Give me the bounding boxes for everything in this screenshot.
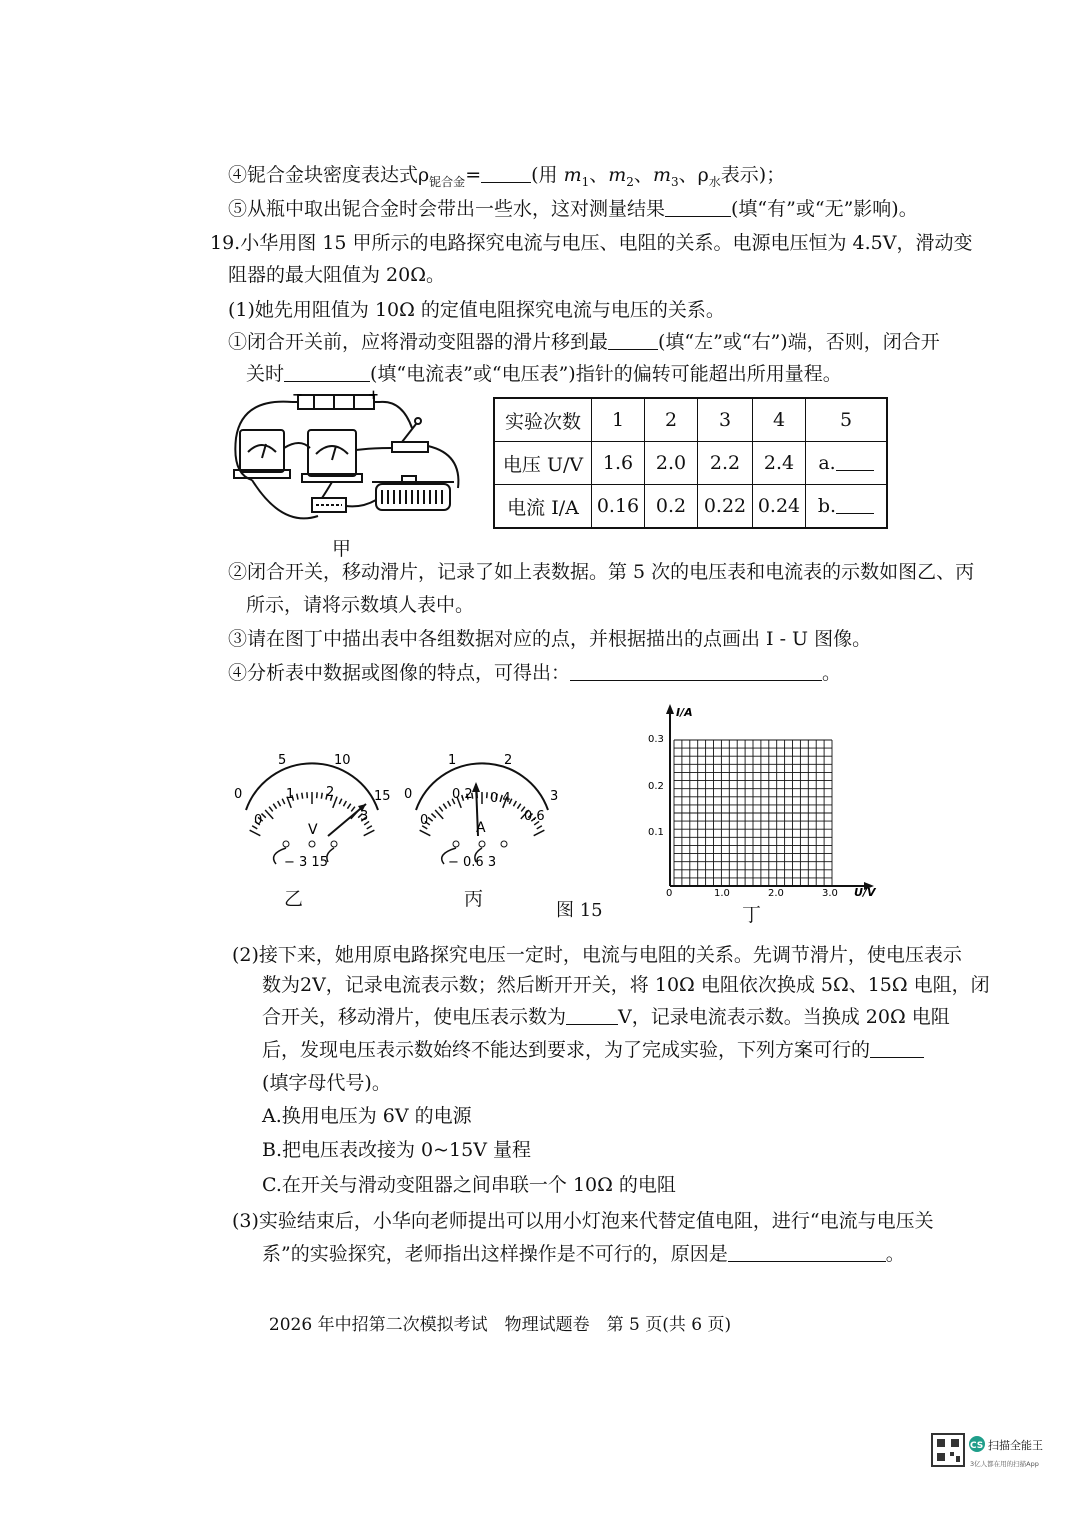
table-cell: 电流 I/A: [494, 485, 592, 529]
meter-tick: [250, 830, 261, 835]
answer-blank[interactable]: [570, 662, 822, 681]
graph-ylabel: I/A: [676, 706, 693, 719]
ammeter-bottom-tick: 0.4: [490, 791, 511, 806]
ammeter-bottom-tick: 0.2: [452, 787, 473, 802]
svg-text:3亿人都在用的扫描App: 3亿人都在用的扫描App: [970, 1460, 1039, 1468]
voltmeter-top-tick: 15: [374, 789, 391, 804]
table-cell: 2.4: [753, 442, 806, 485]
data-table: [493, 397, 888, 529]
part2-line-2: 数为2V，记录电流表示数；然后断开开关，将 10Ω 电阻依次换成 5Ω、15Ω 电阻，闭: [262, 974, 990, 996]
part2-line-1: (2)接下来，她用原电路探究电压一定时，电流与电阻的关系。先调节滑片，使电压表示: [232, 944, 962, 966]
iu-graph: [640, 700, 888, 900]
graph-ytick: 0.2: [648, 781, 664, 792]
graph-xtick: 0: [666, 888, 673, 899]
page-footer: 2026 年中招第二次模拟考试 物理试题卷 第 5 页(共 6 页): [268, 1315, 732, 1335]
voltmeter-bottom-tick: 0: [254, 813, 263, 828]
graph-ytick: 0.1: [648, 827, 664, 838]
voltmeter-bottom-tick: 3: [360, 809, 369, 824]
answer-blank[interactable]: [608, 331, 658, 350]
option-b: B.把电压表改接为 0~15V 量程: [262, 1139, 531, 1161]
part3-line-2: 系”的实验探究，老师指出这样操作是不可行的，原因是 。: [262, 1243, 905, 1265]
table-cell: 2: [645, 398, 698, 442]
voltmeter-terminals: − 3 15: [284, 855, 328, 870]
table-cell-blank-b[interactable]: b.: [806, 485, 888, 529]
answer-blank[interactable]: [481, 164, 531, 183]
meter-tick: [321, 793, 322, 799]
table-row-current: [494, 485, 887, 529]
ammeter-top-tick: 3: [550, 789, 559, 804]
meter-tick: [443, 804, 446, 809]
table-cell: 4: [753, 398, 806, 442]
meter-tick: [534, 830, 545, 835]
ammeter-terminals: − 0.6 3: [448, 855, 497, 870]
svg-text:CS: CS: [970, 1441, 984, 1451]
meter-tick: [347, 804, 350, 809]
answer-blank[interactable]: [665, 198, 731, 217]
graph-xtick: 3.0: [822, 888, 838, 899]
table-cell: 2.2: [698, 442, 753, 485]
graph-xtick: 2.0: [768, 888, 784, 899]
meter-tick: [282, 799, 285, 804]
graph-xtick: 1.0: [714, 888, 730, 899]
q19-line-2: 阻器的最大阻值为 20Ω。: [228, 264, 445, 286]
table-row-voltage: [494, 442, 887, 485]
voltmeter-symbol: V: [308, 822, 318, 838]
answer-blank[interactable]: [728, 1243, 886, 1262]
figure-label-jia: 甲: [332, 538, 352, 560]
meter-tick: [343, 801, 346, 806]
part1-line: (1)她先用阻值为 10Ω 的定值电阻探究电流与电压的关系。: [228, 299, 725, 321]
meter-tick: [517, 804, 520, 809]
part1-q3-line: ③请在图丁中描出表中各组数据对应的点，并根据描出的点画出 I - U 图像。: [228, 628, 872, 650]
graph-ytick: 0.3: [648, 734, 664, 745]
part2-line-4: 后，发现电压表示数始终不能达到要求，为了完成实验，下列方案可行的: [262, 1037, 924, 1063]
table-cell: 3: [698, 398, 753, 442]
meter-tick: [428, 817, 433, 821]
meter-tick: [364, 830, 375, 835]
table-cell: 2.0: [645, 442, 698, 485]
meter-tick: [269, 807, 273, 812]
part1-q1-line-2: 关时 (填“电流表”或“电压表”)指针的偏转可能超出所用量程。: [246, 363, 842, 385]
table-cell: 1: [592, 398, 645, 442]
meter-tick: [420, 830, 431, 835]
figure-caption: 图 15: [556, 900, 603, 921]
table-cell: 0.2: [645, 485, 698, 529]
table-cell: 0.24: [753, 485, 806, 529]
meter-tick: [302, 793, 303, 799]
table-cell: 1.6: [592, 442, 645, 485]
voltmeter-bottom-tick: 2: [326, 785, 335, 800]
part1-q1-line-1: ①闭合开关前，应将滑动变阻器的滑片移到最 (填“左”或“右”)端，否则，闭合开: [228, 331, 940, 353]
voltmeter-top-tick: 10: [334, 753, 351, 768]
circuit-figure-jia: [222, 388, 470, 538]
voltmeter-bottom-tick: 1: [286, 787, 295, 802]
ammeter-symbol: A: [476, 820, 486, 836]
scanner-watermark: [930, 1432, 1050, 1478]
meter-tick: [297, 794, 298, 800]
meter-tick: [439, 807, 443, 812]
table-cell: 0.22: [698, 485, 753, 529]
meter-tick: [448, 801, 451, 806]
table-cell: 实验次数: [494, 398, 592, 442]
svg-text:+: +: [368, 388, 379, 403]
meter-tick: [431, 814, 435, 818]
svg-text:扫描全能王: 扫描全能王: [988, 1439, 1043, 1452]
ammeter-figure: [398, 744, 568, 874]
figure-label-ding: 丁: [742, 904, 762, 926]
table-row-header: [494, 398, 887, 442]
part3-line-1: (3)实验结束后，小华向老师提出可以用小灯泡来代替定值电阻，进行“电流与电压关: [232, 1210, 934, 1232]
meter-tick: [537, 826, 542, 829]
part1-q2-line-1: ②闭合开关，移动滑片，记录了如上表数据。第 5 次的电压表和电流表的示数如图乙、丙: [228, 561, 975, 583]
figure-label-yi: 乙: [284, 888, 304, 910]
svg-text:−: −: [292, 388, 303, 403]
table-cell: 5: [806, 398, 888, 442]
figure-label-bing: 丙: [464, 888, 484, 910]
part1-q4-line: ④分析表中数据或图像的特点，可得出： 。: [228, 662, 842, 684]
meter-tick: [278, 801, 281, 806]
meter-tick: [513, 801, 516, 806]
ammeter-bottom-tick: 0: [420, 813, 429, 828]
table-cell: 0.16: [592, 485, 645, 529]
voltmeter-top-tick: 0: [234, 787, 243, 802]
option-c: C.在开关与滑动变阻器之间串联一个 10Ω 的电阻: [262, 1174, 676, 1196]
meter-tick: [339, 799, 342, 804]
q5-line: ⑤从瓶中取出铌合金时会带出一些水，这对测量结果 (填“有”或“无”影响)。: [228, 198, 918, 220]
table-cell: 电压 U/V: [494, 442, 592, 485]
ammeter-top-tick: 0: [404, 787, 413, 802]
ammeter-top-tick: 2: [504, 753, 513, 768]
meter-tick: [273, 804, 276, 809]
graph-xlabel: U/V: [854, 886, 876, 899]
voltmeter-top-tick: 5: [278, 753, 287, 768]
answer-blank[interactable]: [870, 1039, 924, 1058]
meter-tick: [351, 807, 355, 812]
q19-line-1: 19.小华用图 15 甲所示的电路探究电流与电压、电阻的关系。电源电压恒为 4.5V，滑动变: [210, 232, 973, 254]
meter-tick: [367, 826, 372, 829]
table-cell-blank-a[interactable]: a.: [806, 442, 888, 485]
answer-blank[interactable]: [284, 363, 370, 382]
part2-line-5: (填字母代号)。: [262, 1072, 391, 1094]
ammeter-bottom-tick: 0.6: [524, 809, 545, 824]
option-a: A.换用电压为 6V 的电源: [262, 1105, 472, 1127]
q4-line: ④铌合金块密度表达式$\rho_{铌合金}=$ (用 $m_1$、$m_2$、$m_3$、$\rho_水$表示)；: [228, 164, 786, 189]
ammeter-top-tick: 1: [448, 753, 457, 768]
part2-line-3: 合开关，移动滑片，使电压表示数为 V，记录电流表示数。当换成 20Ω 电阻: [262, 1006, 950, 1028]
answer-blank[interactable]: [566, 1006, 618, 1025]
voltmeter-figure: [228, 744, 398, 874]
part1-q2-line-2: 所示，请将示数填人表中。: [246, 594, 475, 616]
